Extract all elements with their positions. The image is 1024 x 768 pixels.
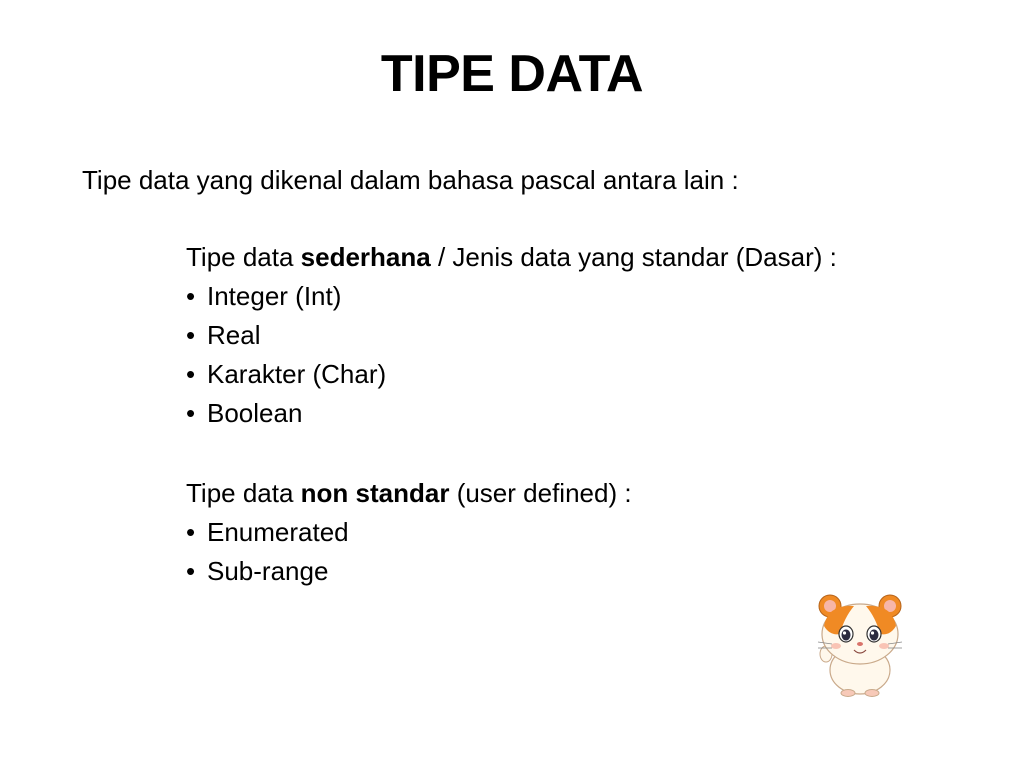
section-heading: [186, 238, 837, 277]
bullet-icon: •: [186, 398, 196, 428]
intro-text: Tipe data yang dikenal dalam bahasa pascal antara lain :: [82, 165, 739, 195]
non-standard-types-list: [186, 513, 632, 591]
bullet-icon: •: [186, 281, 196, 311]
hamster-icon: [814, 592, 906, 698]
section-non-standard-types: [186, 474, 632, 591]
section-simple-types: [186, 238, 837, 433]
bullet-icon: •: [186, 556, 196, 586]
section-heading: [186, 474, 632, 513]
heading-prefix: Tipe data: [186, 242, 301, 272]
bullet-icon: •: [186, 517, 196, 547]
bullet-icon: •: [186, 359, 196, 389]
list-item-label: Karakter (Char): [207, 359, 387, 389]
bullet-icon: •: [186, 320, 196, 350]
heading-bold: sederhana: [300, 242, 431, 272]
heading-suffix: / Jenis data yang standar (Dasar) :: [430, 242, 837, 272]
list-item-label: Boolean: [207, 398, 303, 428]
list-item: [186, 513, 632, 552]
list-item-label: Enumerated: [207, 517, 349, 547]
list-item-label: Real: [207, 320, 261, 350]
list-item: [186, 394, 837, 433]
list-item: [186, 316, 837, 355]
heading-prefix: Tipe data: [186, 478, 301, 508]
list-item: [186, 277, 837, 316]
simple-types-list: [186, 277, 837, 433]
list-item-label: Sub-range: [207, 556, 329, 586]
heading-bold: non standar: [300, 478, 450, 508]
list-item: [186, 355, 837, 394]
heading-suffix: (user defined) :: [449, 478, 632, 508]
list-item: [186, 552, 632, 591]
slide-title: TIPE DATA: [380, 45, 644, 103]
list-item-label: Integer (Int): [207, 281, 342, 311]
